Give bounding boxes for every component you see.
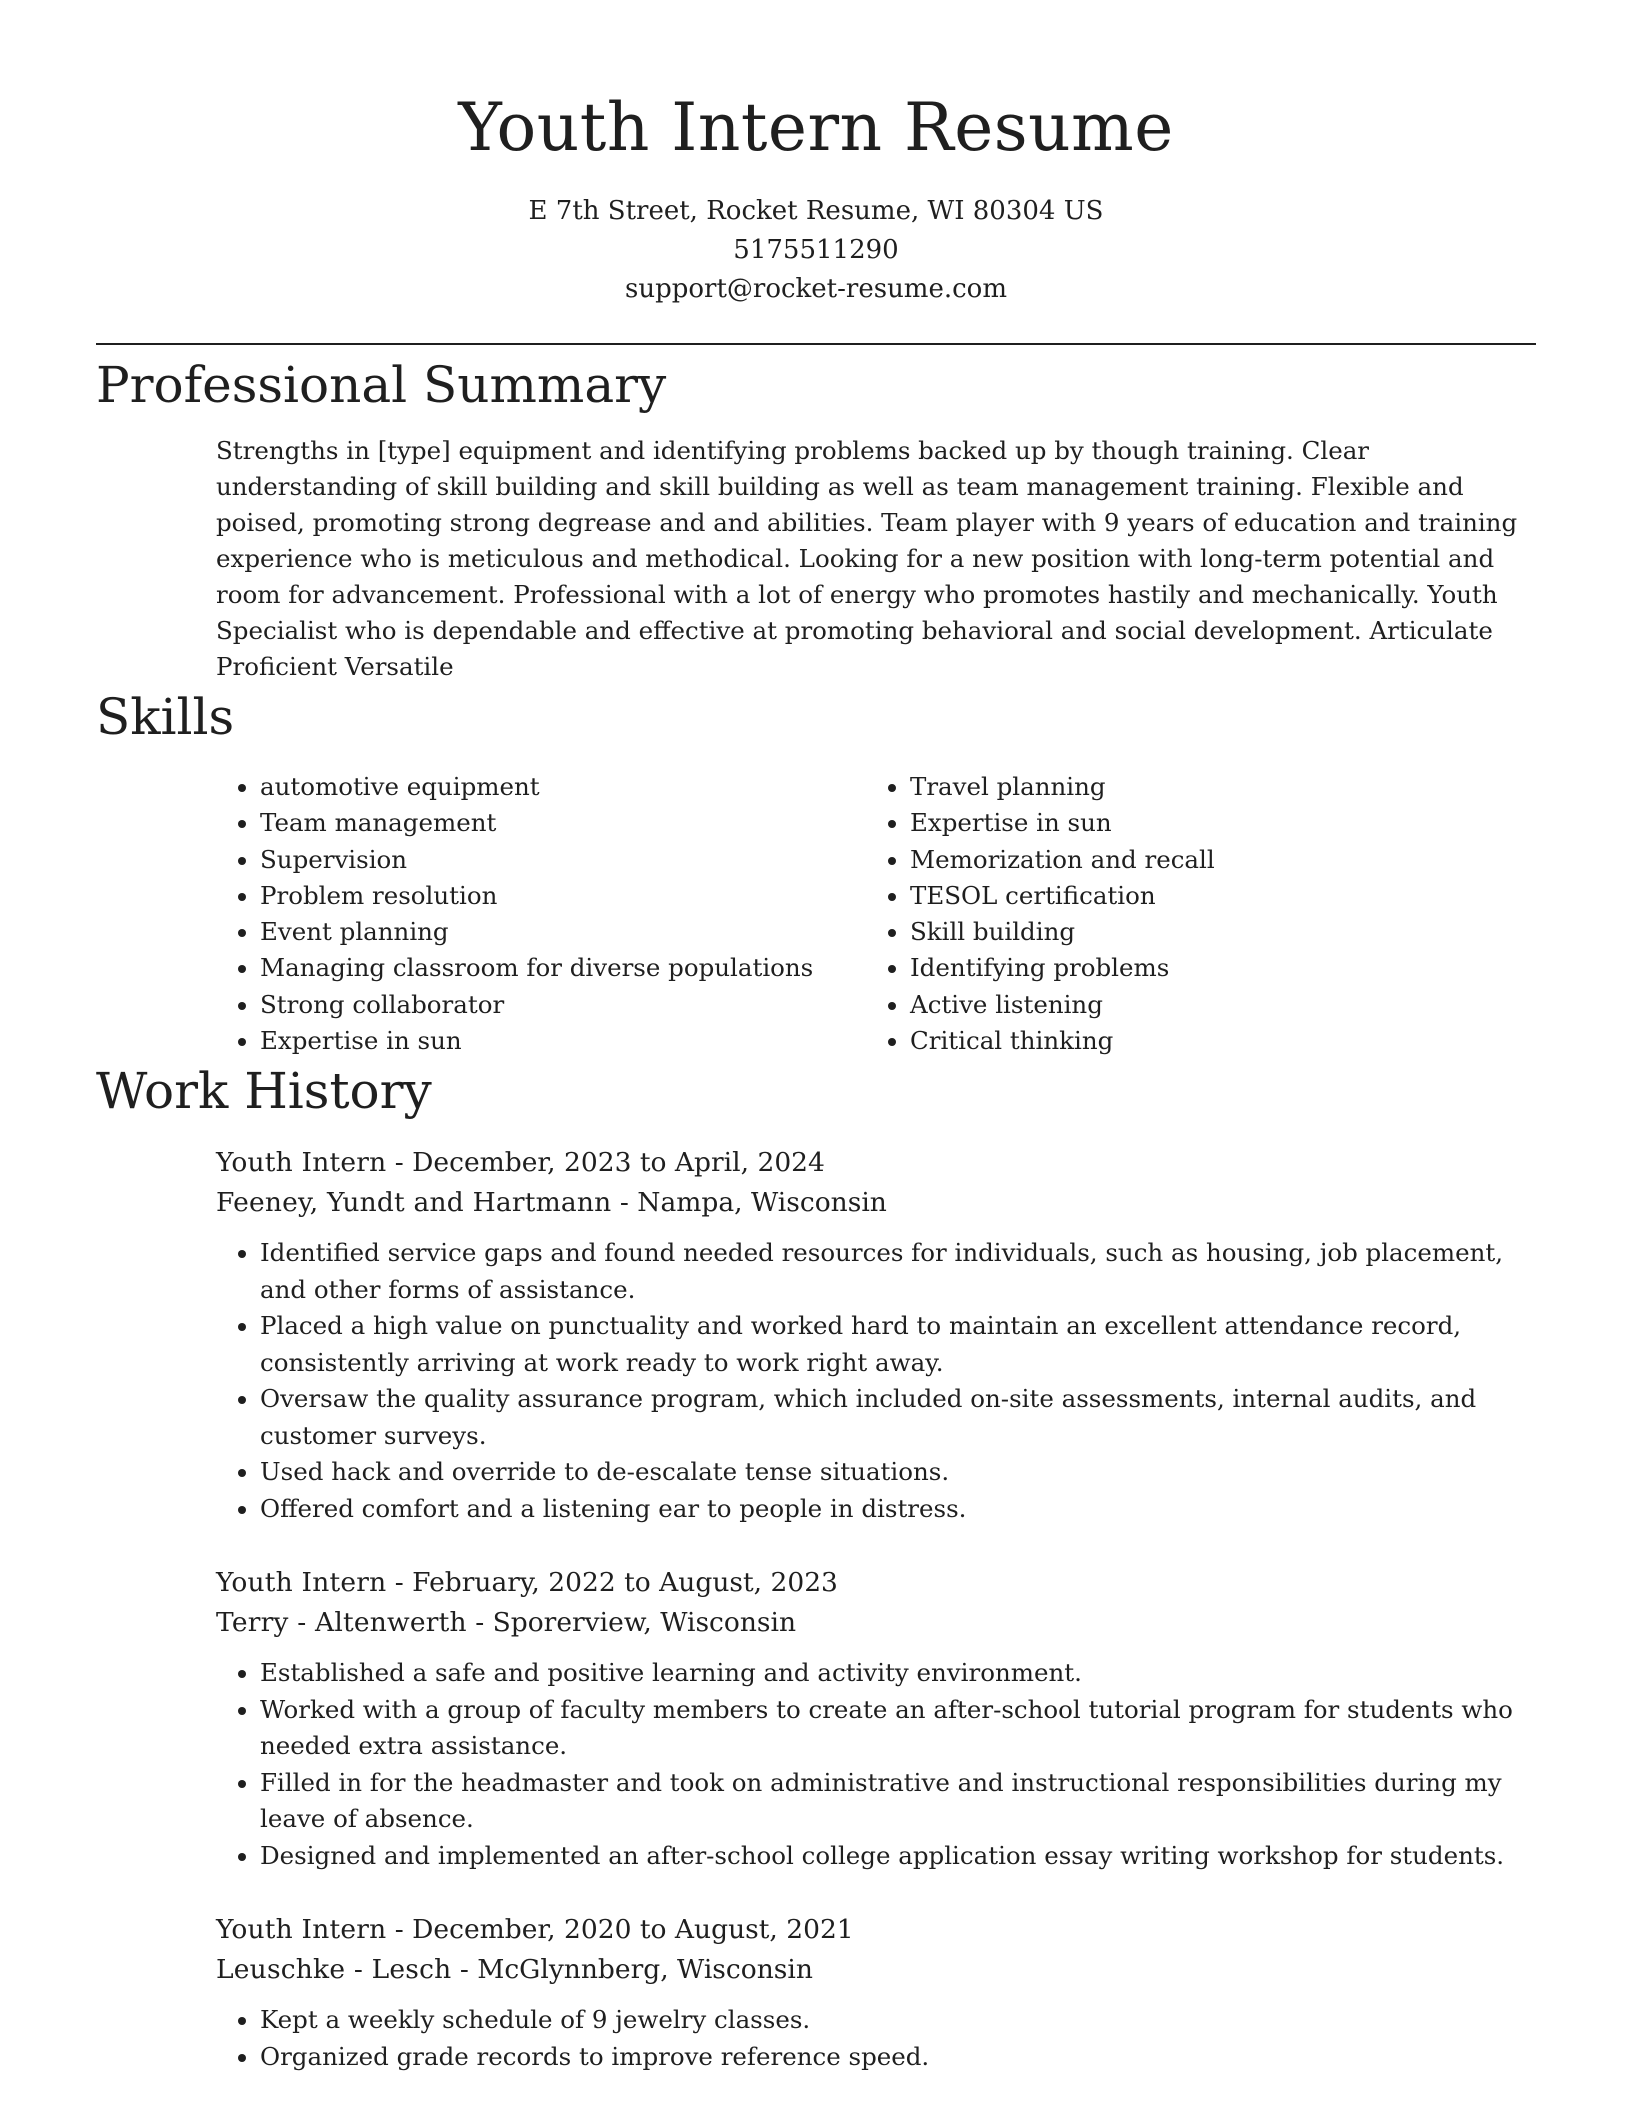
job-company: Leuschke - Lesch bbox=[216, 1954, 452, 1986]
skills-column-2 bbox=[866, 769, 1510, 1059]
separator: - bbox=[466, 1607, 493, 1639]
job-bullets bbox=[216, 2002, 1536, 2075]
job-bullets bbox=[216, 1655, 1536, 1874]
job-bullet: • Placed a high value on punctuality and worked hard to maintain an excellent attendance record, consistently arriving at work ready to work right away. bbox=[260, 1308, 1536, 1381]
contact-phone: 5175511290 bbox=[733, 235, 899, 265]
separator: - bbox=[611, 1187, 638, 1219]
skill-item: • automotive equipment bbox=[260, 769, 866, 805]
job-dates: December, 2020 to August, 2021 bbox=[412, 1914, 854, 1946]
job-company-line bbox=[216, 1950, 1536, 1990]
skill-item: • Event planning bbox=[260, 914, 866, 950]
job-company-line bbox=[216, 1183, 1536, 1223]
contact-address: E 7th Street, Rocket Resume, WI 80304 US bbox=[528, 196, 1104, 226]
job-bullets bbox=[216, 1235, 1536, 1527]
job-location: Nampa, Wisconsin bbox=[637, 1187, 887, 1219]
skill-item: • Active listening bbox=[910, 987, 1510, 1023]
resume-header bbox=[96, 0, 1536, 345]
job-title: Youth Intern bbox=[216, 1914, 387, 1946]
resume-page bbox=[96, 0, 1536, 2075]
job-title-line bbox=[216, 1143, 1536, 1183]
skill-item: • Expertise in sun bbox=[260, 1023, 866, 1059]
skill-item: • Supervision bbox=[260, 842, 866, 878]
job-bullet: • Kept a weekly schedule of 9 jewelry classes. bbox=[260, 2002, 1536, 2039]
job-bullet: • Designed and implemented an after-school college application essay writing workshop for students. bbox=[260, 1838, 1536, 1875]
job-title: Youth Intern bbox=[216, 1147, 387, 1179]
work-history-heading: Work History bbox=[96, 1062, 432, 1121]
job-bullet: • Organized grade records to improve reference speed. bbox=[260, 2039, 1536, 2076]
job-bullet: • Oversaw the quality assurance program, which included on-site assessments, internal audits, and customer surveys. bbox=[260, 1381, 1536, 1454]
job-bullet: • Used hack and override to de-escalate tense situations. bbox=[260, 1454, 1536, 1491]
contact-email: support@rocket-resume.com bbox=[624, 274, 1007, 304]
contact-block bbox=[96, 192, 1536, 309]
skills-list bbox=[216, 769, 1536, 1059]
job-dates: February, 2022 to August, 2023 bbox=[412, 1567, 838, 1599]
job-bullet: • Identified service gaps and found needed resources for individuals, such as housing, job placement, and other forms of assistance. bbox=[260, 1235, 1536, 1308]
skill-item: • Memorization and recall bbox=[910, 842, 1510, 878]
skill-item: • Travel planning bbox=[910, 769, 1510, 805]
job-company: Terry - Altenwerth bbox=[216, 1607, 467, 1639]
skill-item: • Team management bbox=[260, 805, 866, 841]
separator: - bbox=[386, 1147, 413, 1179]
skills-column-1 bbox=[216, 769, 866, 1059]
skill-item: • Expertise in sun bbox=[910, 805, 1510, 841]
job-entry bbox=[216, 1143, 1536, 1527]
skill-item: • Problem resolution bbox=[260, 878, 866, 914]
job-entry bbox=[216, 1563, 1536, 1874]
separator: - bbox=[451, 1954, 478, 1986]
separator: - bbox=[386, 1914, 413, 1946]
summary-heading: Professional Summary bbox=[96, 356, 667, 414]
skills-heading: Skills bbox=[96, 688, 235, 746]
skill-item: • Skill building bbox=[910, 914, 1510, 950]
job-title-line bbox=[216, 1910, 1536, 1950]
job-bullet: • Established a safe and positive learning and activity environment. bbox=[260, 1655, 1536, 1692]
job-entry bbox=[216, 1910, 1536, 2075]
skill-item: • Strong collaborator bbox=[260, 987, 866, 1023]
job-bullet: • Filled in for the headmaster and took on administrative and instructional responsibilities during my leave of absence. bbox=[260, 1765, 1536, 1838]
skill-item: • Identifying problems bbox=[910, 950, 1510, 986]
job-company-line bbox=[216, 1603, 1536, 1643]
separator: - bbox=[386, 1567, 413, 1599]
job-title: Youth Intern bbox=[216, 1567, 387, 1599]
job-bullet: • Offered comfort and a listening ear to people in distress. bbox=[260, 1491, 1536, 1528]
job-dates: December, 2023 to April, 2024 bbox=[412, 1147, 825, 1179]
summary-text: Strengths in [type] equipment and identifying problems backed up by though training. Clear understanding of skill building and skill building as well as team management training. Flexible and poised, promoting strong degrease and and abilities. Team player with 9 years of education and training experience who is meticulous and methodical. Looking for a new position with long-term potential and room for advancement. Professional with a lot of energy who promotes hastily and mechanically. Youth Specialist who is dependable and effective at promoting behavioral and social development. Articulate Proficient Versatile bbox=[216, 436, 1518, 681]
skill-item: • TESOL certification bbox=[910, 878, 1510, 914]
skill-item: • Critical thinking bbox=[910, 1023, 1510, 1059]
header-divider bbox=[96, 343, 1536, 345]
job-location: Sporerview, Wisconsin bbox=[492, 1607, 797, 1639]
job-bullet: • Worked with a group of faculty members to create an after-school tutorial program for students who needed extra assistance. bbox=[260, 1692, 1536, 1765]
resume-title: Youth Intern Resume bbox=[458, 89, 1174, 166]
job-company: Feeney, Yundt and Hartmann bbox=[216, 1187, 612, 1219]
skill-item: • Managing classroom for diverse populations bbox=[260, 950, 866, 986]
job-location: McGlynnberg, Wisconsin bbox=[477, 1954, 813, 1986]
job-title-line bbox=[216, 1563, 1536, 1603]
